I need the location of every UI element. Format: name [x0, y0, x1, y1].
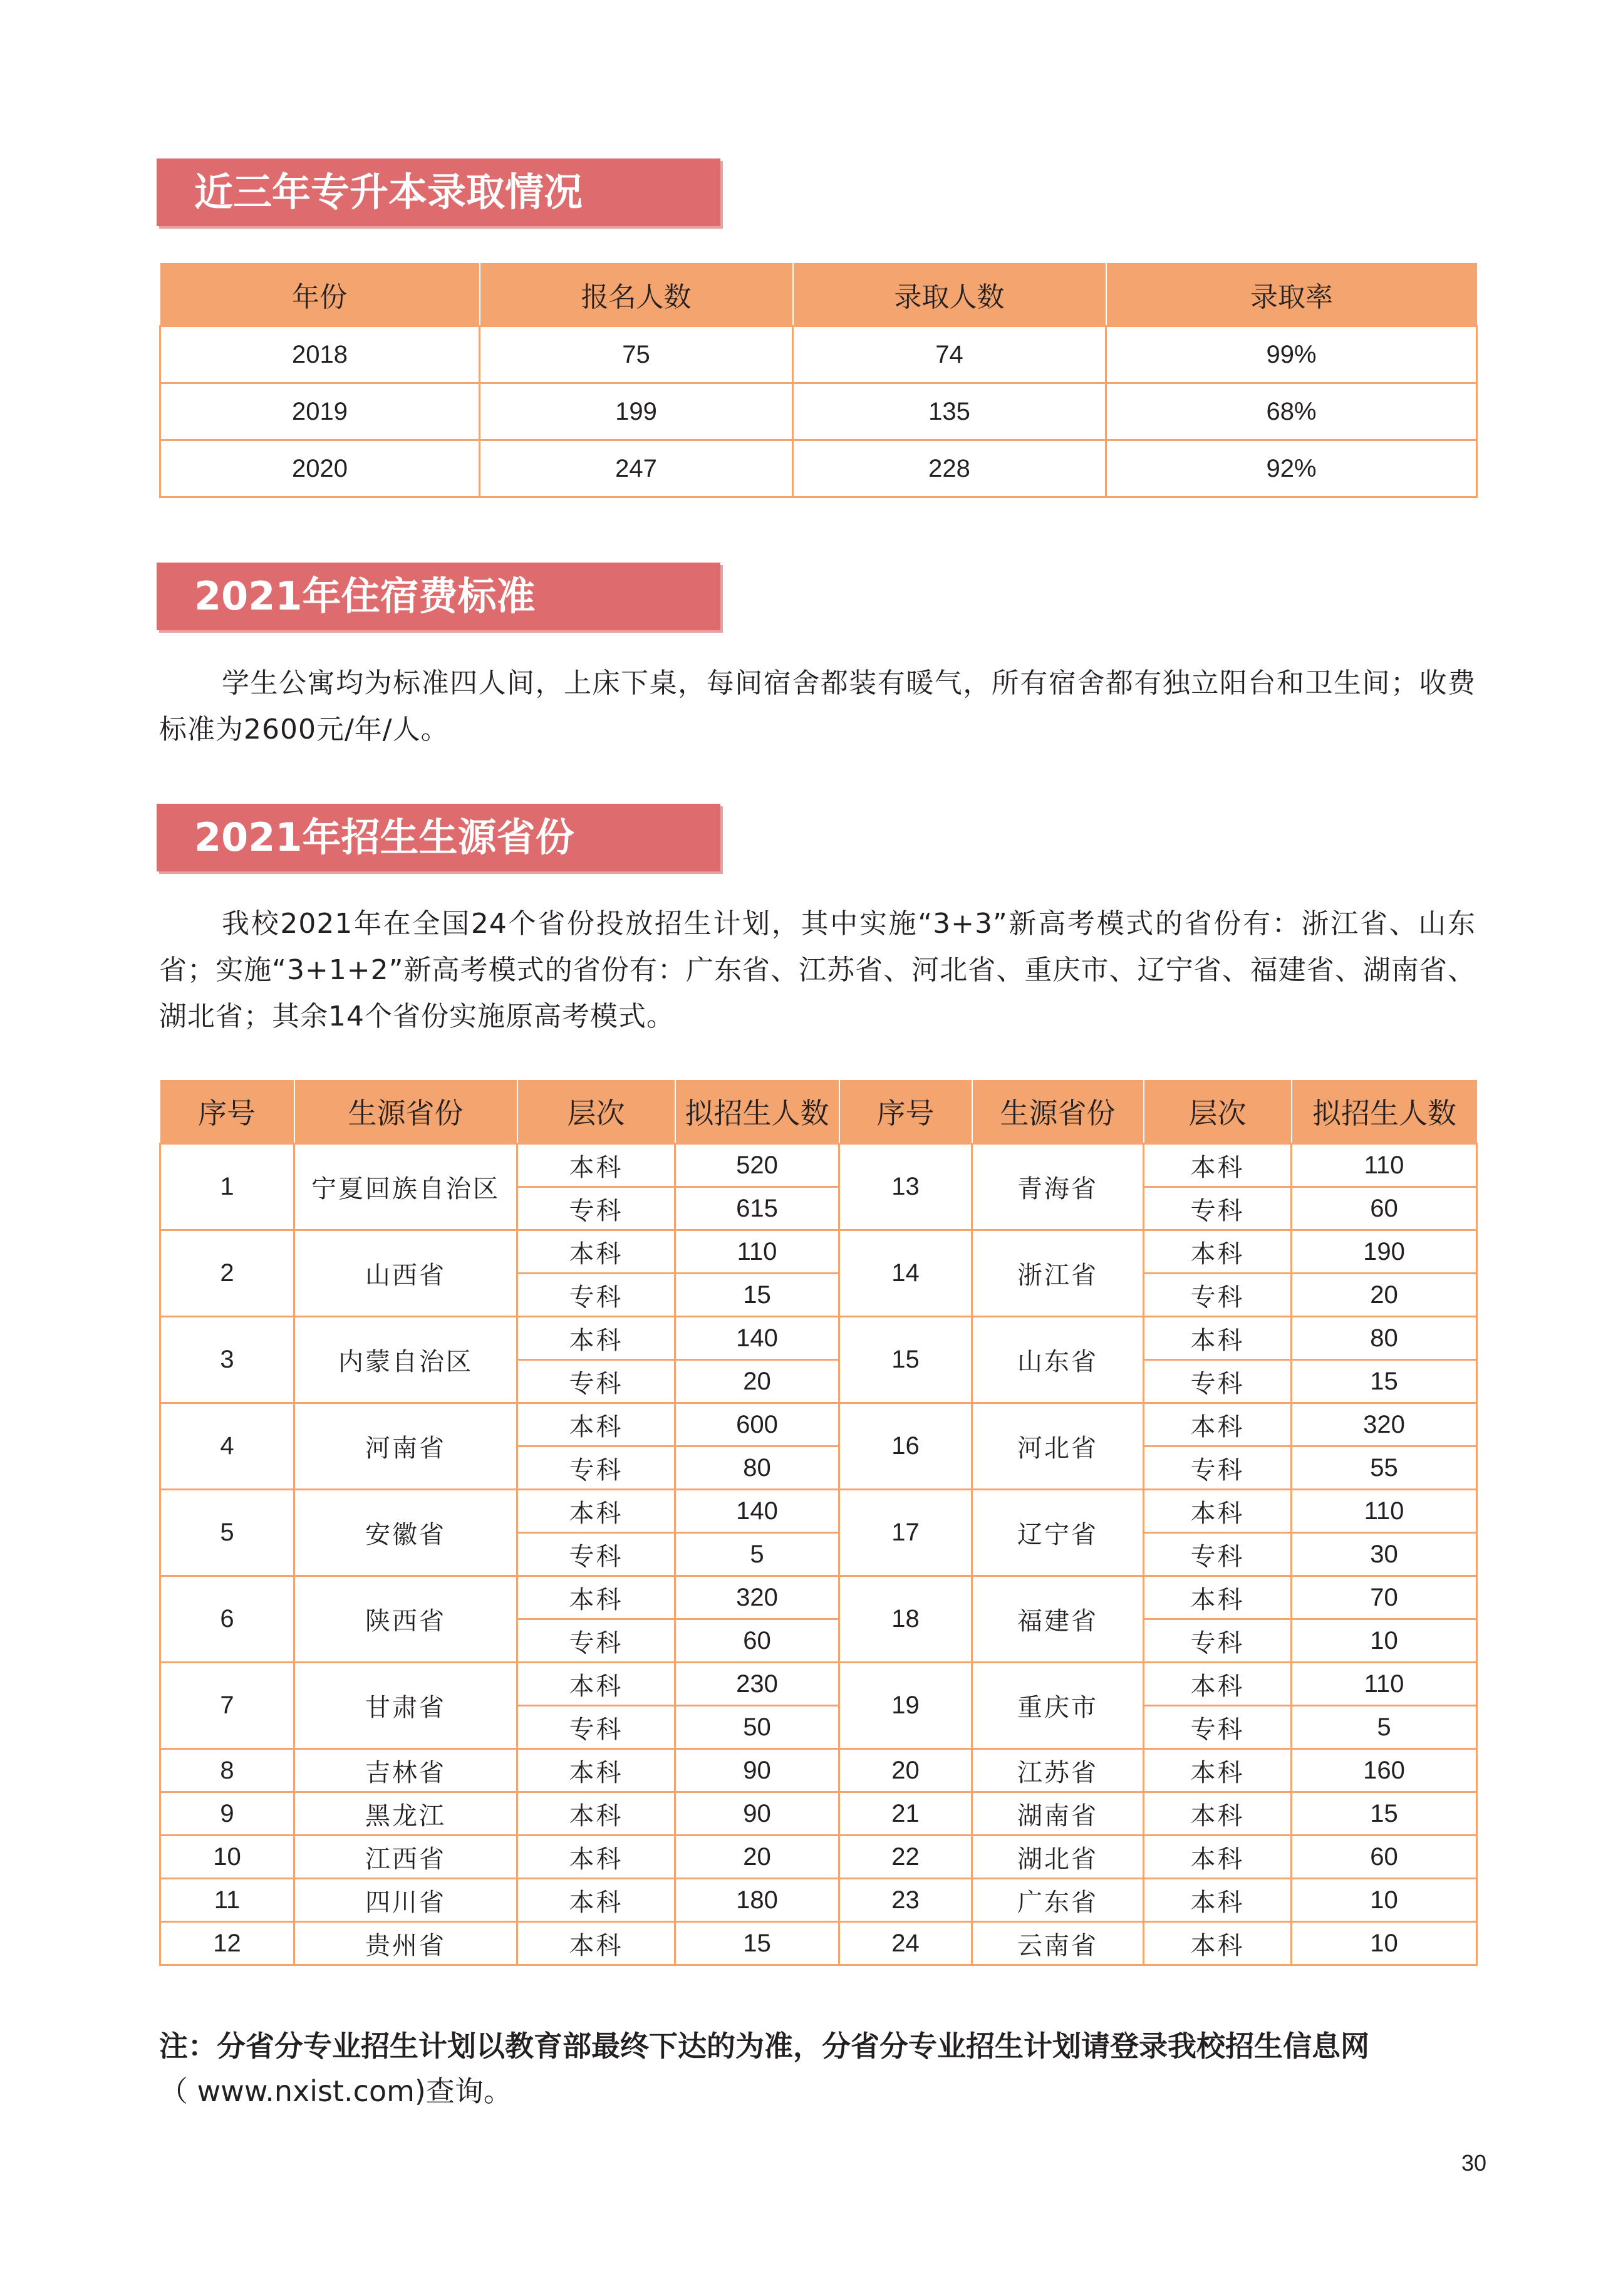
table-cell: 110: [1292, 1144, 1477, 1187]
table-cell: 2019: [160, 383, 480, 440]
fee-paragraph: 学生公寓均为标准四人间，上床下桌，每间宿舍都装有暖气，所有宿舍都有独立阳台和卫生间；收费标准为2600元/年/人。: [159, 667, 1476, 745]
table-cell: 99%: [1106, 326, 1477, 383]
table-cell: 15: [675, 1274, 839, 1317]
table-cell: 专科: [517, 1447, 675, 1490]
table-row: [160, 326, 1477, 383]
table-cell: 615: [675, 1187, 839, 1230]
table-row: [160, 1836, 1477, 1879]
table-cell: 13: [839, 1144, 972, 1230]
table-cell: 110: [675, 1230, 839, 1274]
table-cell: 本科: [517, 1663, 675, 1706]
table-cell: 70: [1292, 1576, 1477, 1619]
table-cell: 80: [1292, 1317, 1477, 1360]
table-cell: 20: [839, 1749, 972, 1792]
table-cell: 10: [1292, 1879, 1477, 1922]
table-cell: 陕西省: [294, 1576, 517, 1663]
table-row: [160, 1663, 1477, 1706]
table-cell: 山东省: [972, 1317, 1144, 1403]
table-cell: 青海省: [972, 1144, 1144, 1230]
table-row: [160, 1792, 1477, 1836]
table-cell: 湖南省: [972, 1792, 1144, 1836]
table-cell: 本科: [1144, 1663, 1292, 1706]
table-cell: 本科: [517, 1576, 675, 1619]
table-row: [160, 1879, 1477, 1922]
table-cell: 160: [1292, 1749, 1477, 1792]
table-cell: 专科: [517, 1274, 675, 1317]
column-header: 序号: [160, 1080, 294, 1144]
column-header: 层次: [517, 1080, 675, 1144]
page-number: 30: [1461, 2150, 1486, 2176]
enrollment-plan-table: [159, 1080, 1478, 1966]
column-header: 录取率: [1106, 263, 1477, 326]
table-cell: 68%: [1106, 383, 1477, 440]
table-cell: 5: [1292, 1706, 1477, 1749]
table-cell: 本科: [1144, 1749, 1292, 1792]
table-cell: 专科: [517, 1619, 675, 1663]
table-cell: 本科: [1144, 1836, 1292, 1879]
table-cell: 本科: [1144, 1792, 1292, 1836]
table-cell: 本科: [517, 1836, 675, 1879]
table-cell: 2020: [160, 440, 480, 497]
table-cell: 安徽省: [294, 1490, 517, 1576]
table-cell: 190: [1292, 1230, 1477, 1274]
table-cell: 5: [675, 1533, 839, 1576]
table-cell: 17: [839, 1490, 972, 1576]
column-header: 录取人数: [793, 263, 1106, 326]
table-cell: 180: [675, 1879, 839, 1922]
table-row: [160, 1317, 1477, 1360]
table-cell: 2018: [160, 326, 480, 383]
table-cell: 20: [675, 1836, 839, 1879]
section-title-fee: 2021年住宿费标准: [157, 563, 720, 630]
table-cell: 15: [675, 1922, 839, 1965]
table-cell: 本科: [517, 1317, 675, 1360]
table-cell: 12: [160, 1922, 294, 1965]
table-cell: 5: [160, 1490, 294, 1576]
table-cell: 15: [839, 1317, 972, 1403]
table-cell: 本科: [1144, 1922, 1292, 1965]
table-cell: 320: [675, 1576, 839, 1619]
table-row: [160, 1230, 1477, 1274]
table-cell: 16: [839, 1403, 972, 1490]
table-cell: 本科: [1144, 1403, 1292, 1447]
source-paragraph: 我校2021年在全国24个省份投放招生计划，其中实施“3+3”新高考模式的省份有：浙江省、山东省；实施“3+1+2”新高考模式的省份有：广东省、江苏省、河北省、重庆市、辽宁省、福建省、湖南省、湖北省；其余14个省份实施原高考模式。: [159, 908, 1476, 1032]
table-cell: 14: [839, 1230, 972, 1317]
table-cell: 宁夏回族自治区: [294, 1144, 517, 1230]
table-cell: 江西省: [294, 1836, 517, 1879]
footnote-link-text: （ www.nxist.com)查询。: [159, 2074, 512, 2108]
table-row: [160, 1144, 1477, 1187]
table-cell: 6: [160, 1576, 294, 1663]
table-cell: 75: [480, 326, 793, 383]
table-cell: 74: [793, 326, 1106, 383]
table-cell: 320: [1292, 1403, 1477, 1447]
table-cell: 河北省: [972, 1403, 1144, 1490]
table-cell: 专科: [1144, 1533, 1292, 1576]
column-header: 生源省份: [972, 1080, 1144, 1144]
table-cell: 4: [160, 1403, 294, 1490]
table-cell: 本科: [1144, 1879, 1292, 1922]
table-cell: 11: [160, 1879, 294, 1922]
table-header-row: [160, 263, 1477, 326]
table-cell: 60: [675, 1619, 839, 1663]
table-cell: 228: [793, 440, 1106, 497]
table-cell: 甘肃省: [294, 1663, 517, 1749]
table-row: [160, 1576, 1477, 1619]
table-cell: 1: [160, 1144, 294, 1230]
table-cell: 本科: [1144, 1144, 1292, 1187]
table-cell: 600: [675, 1403, 839, 1447]
table-cell: 20: [675, 1360, 839, 1403]
table-cell: 50: [675, 1706, 839, 1749]
table-cell: 本科: [1144, 1490, 1292, 1533]
table-row: [160, 1490, 1477, 1533]
table-cell: 专科: [1144, 1619, 1292, 1663]
table-cell: 24: [839, 1922, 972, 1965]
table-cell: 浙江省: [972, 1230, 1144, 1317]
table-cell: 本科: [517, 1792, 675, 1836]
column-header: 拟招生人数: [1292, 1080, 1477, 1144]
table-row: [160, 440, 1477, 497]
table-cell: 专科: [517, 1706, 675, 1749]
table-cell: 80: [675, 1447, 839, 1490]
table-cell: 吉林省: [294, 1749, 517, 1792]
table-cell: 60: [1292, 1836, 1477, 1879]
table-row: [160, 1749, 1477, 1792]
table-cell: 140: [675, 1490, 839, 1533]
table-row: [160, 1403, 1477, 1447]
table-row: [160, 1922, 1477, 1965]
table-cell: 15: [1292, 1360, 1477, 1403]
table-cell: 9: [160, 1792, 294, 1836]
column-header: 层次: [1144, 1080, 1292, 1144]
table-row: [160, 383, 1477, 440]
table-cell: 本科: [517, 1144, 675, 1187]
table-cell: 23: [839, 1879, 972, 1922]
table-cell: 本科: [517, 1749, 675, 1792]
table-cell: 10: [1292, 1619, 1477, 1663]
section-title-source: 2021年招生生源省份: [157, 804, 720, 871]
table-cell: 专科: [517, 1533, 675, 1576]
table-cell: 21: [839, 1792, 972, 1836]
table-cell: 广东省: [972, 1879, 1144, 1922]
admission-table: [159, 263, 1478, 498]
table-cell: 135: [793, 383, 1106, 440]
table-cell: 10: [160, 1836, 294, 1879]
table-cell: 110: [1292, 1663, 1477, 1706]
table-cell: 重庆市: [972, 1663, 1144, 1749]
table-cell: 7: [160, 1663, 294, 1749]
table-cell: 22: [839, 1836, 972, 1879]
table-cell: 110: [1292, 1490, 1477, 1533]
table-cell: 本科: [517, 1403, 675, 1447]
table-cell: 贵州省: [294, 1922, 517, 1965]
table-cell: 云南省: [972, 1922, 1144, 1965]
table-cell: 专科: [1144, 1274, 1292, 1317]
table-cell: 江苏省: [972, 1749, 1144, 1792]
table-cell: 专科: [1144, 1360, 1292, 1403]
column-header: 报名人数: [480, 263, 793, 326]
table-cell: 199: [480, 383, 793, 440]
column-header: 年份: [160, 263, 480, 326]
table-cell: 本科: [1144, 1317, 1292, 1360]
table-cell: 湖北省: [972, 1836, 1144, 1879]
table-cell: 8: [160, 1749, 294, 1792]
table-cell: 92%: [1106, 440, 1477, 497]
table-cell: 18: [839, 1576, 972, 1663]
table-cell: 55: [1292, 1447, 1477, 1490]
table-cell: 230: [675, 1663, 839, 1706]
table-cell: 19: [839, 1663, 972, 1749]
footnote: [159, 2023, 1487, 2114]
table-cell: 本科: [1144, 1230, 1292, 1274]
table-cell: 专科: [1144, 1447, 1292, 1490]
section-title-admission: 近三年专升本录取情况: [157, 158, 720, 226]
table-cell: 内蒙自治区: [294, 1317, 517, 1403]
table-cell: 本科: [517, 1230, 675, 1274]
table-cell: 本科: [517, 1922, 675, 1965]
footnote-bold: 注：分省分专业招生计划以教育部最终下达的为准，分省分专业招生计划请登录我校招生信息网: [159, 2029, 1369, 2063]
table-cell: 2: [160, 1230, 294, 1317]
table-cell: 90: [675, 1792, 839, 1836]
table-cell: 20: [1292, 1274, 1477, 1317]
table-cell: 本科: [517, 1879, 675, 1922]
table-cell: 黑龙江: [294, 1792, 517, 1836]
table-cell: 辽宁省: [972, 1490, 1144, 1576]
table-cell: 140: [675, 1317, 839, 1360]
table-cell: 本科: [517, 1490, 675, 1533]
table-cell: 专科: [517, 1187, 675, 1230]
table-cell: 专科: [517, 1360, 675, 1403]
table-cell: 专科: [1144, 1187, 1292, 1230]
table-cell: 90: [675, 1749, 839, 1792]
column-header: 拟招生人数: [675, 1080, 839, 1144]
column-header: 生源省份: [294, 1080, 517, 1144]
table-cell: 10: [1292, 1922, 1477, 1965]
table-cell: 60: [1292, 1187, 1477, 1230]
table-cell: 福建省: [972, 1576, 1144, 1663]
table-header-row: [160, 1080, 1477, 1144]
table-cell: 专科: [1144, 1706, 1292, 1749]
table-cell: 本科: [1144, 1576, 1292, 1619]
table-cell: 3: [160, 1317, 294, 1403]
table-cell: 山西省: [294, 1230, 517, 1317]
table-cell: 河南省: [294, 1403, 517, 1490]
table-cell: 247: [480, 440, 793, 497]
column-header: 序号: [839, 1080, 972, 1144]
table-cell: 15: [1292, 1792, 1477, 1836]
table-cell: 30: [1292, 1533, 1477, 1576]
table-cell: 520: [675, 1144, 839, 1187]
table-cell: 四川省: [294, 1879, 517, 1922]
